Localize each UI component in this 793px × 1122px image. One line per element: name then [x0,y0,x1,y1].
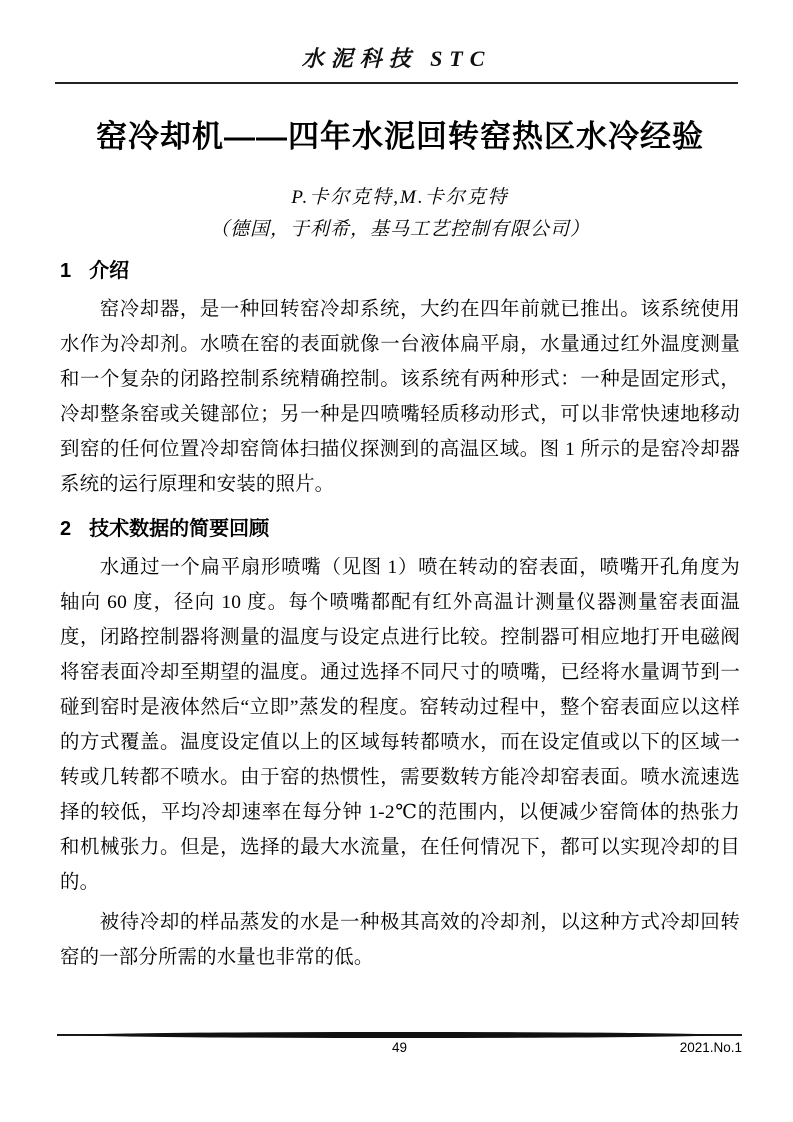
section-title: 技术数据的简要回顾 [89,518,270,540]
section-heading-technical-data [60,514,740,544]
header-rule [55,82,738,84]
page-footer [57,1032,742,1058]
article-affiliation: （德国，于利希，基马工艺控制有限公司） [209,219,590,240]
journal-running-header: 水泥科技 STC [301,46,492,71]
section-number: 1 [60,260,72,282]
footer-rule [57,1032,742,1038]
paragraph-intro-1: 窑冷却器，是一种回转窑冷却系统，大约在四年前就已推出。该系统使用水作为冷却剂。水喷在窑的表面就像一台液体扁平扇，水量通过红外温度测量和一个复杂的闭路控制系统精确控制。该系统有两种形式：一种是固定形式，冷却整条窑或关键部位；另一种是四喷嘴轻质移动形式，可以非常快速地移动到窑的任何位置冷却窑筒体扫描仪探测到的高温区域。图 1 所示的是窑冷却器系统的运行原理和安装的照片。 [60,299,740,495]
footer-row [57,1040,742,1058]
article-authors: P.卡尔克特,M.卡尔克特 [291,187,509,208]
issue-number: 2021.No.1 [679,1040,742,1055]
section-number: 2 [60,518,72,540]
section-title: 介绍 [89,260,130,282]
paragraph-technical-1: 水通过一个扁平扇形喷嘴（见图 1）喷在转动的窑表面，喷嘴开孔角度为轴向 60 度，径向 10 度。每个喷嘴都配有红外高温计测量仪器测量窑表面温度，闭路控制器将测量的温度与设定点进行比较。控制器可相应地打开电磁阀将窑表面冷却至期望的温度。通过选择不同尺寸的喷嘴，已经将水量调节到一碰到窑时是液体然后“立即”蒸发的程度。窑转动过程中，整个窑表面应以这样的方式覆盖。温度设定值以上的区域每转都喷水，而在设定值或以下的区域一转或几转都不喷水。由于窑的热惯性，需要数转方能冷却窑表面。喷水流速选择的较低，平均冷却速率在每分钟 1-2℃的范围内，以便减少窑筒体的热张力和机械张力。但是，选择的最大水流量，在任何情况下，都可以实现冷却的目的。 [60,557,740,893]
section-heading-introduction [60,256,740,286]
paragraph-technical-2: 被待冷却的样品蒸发的水是一种极其高效的冷却剂，以这种方式冷却回转窑的一部分所需的水量也非常的低。 [60,912,740,968]
footer-rule-thick [84,1032,714,1038]
page-number: 49 [391,1040,408,1055]
article-title: 窑冷却机——四年水泥回转窑热区水冷经验 [96,119,704,154]
article-content [60,118,740,975]
